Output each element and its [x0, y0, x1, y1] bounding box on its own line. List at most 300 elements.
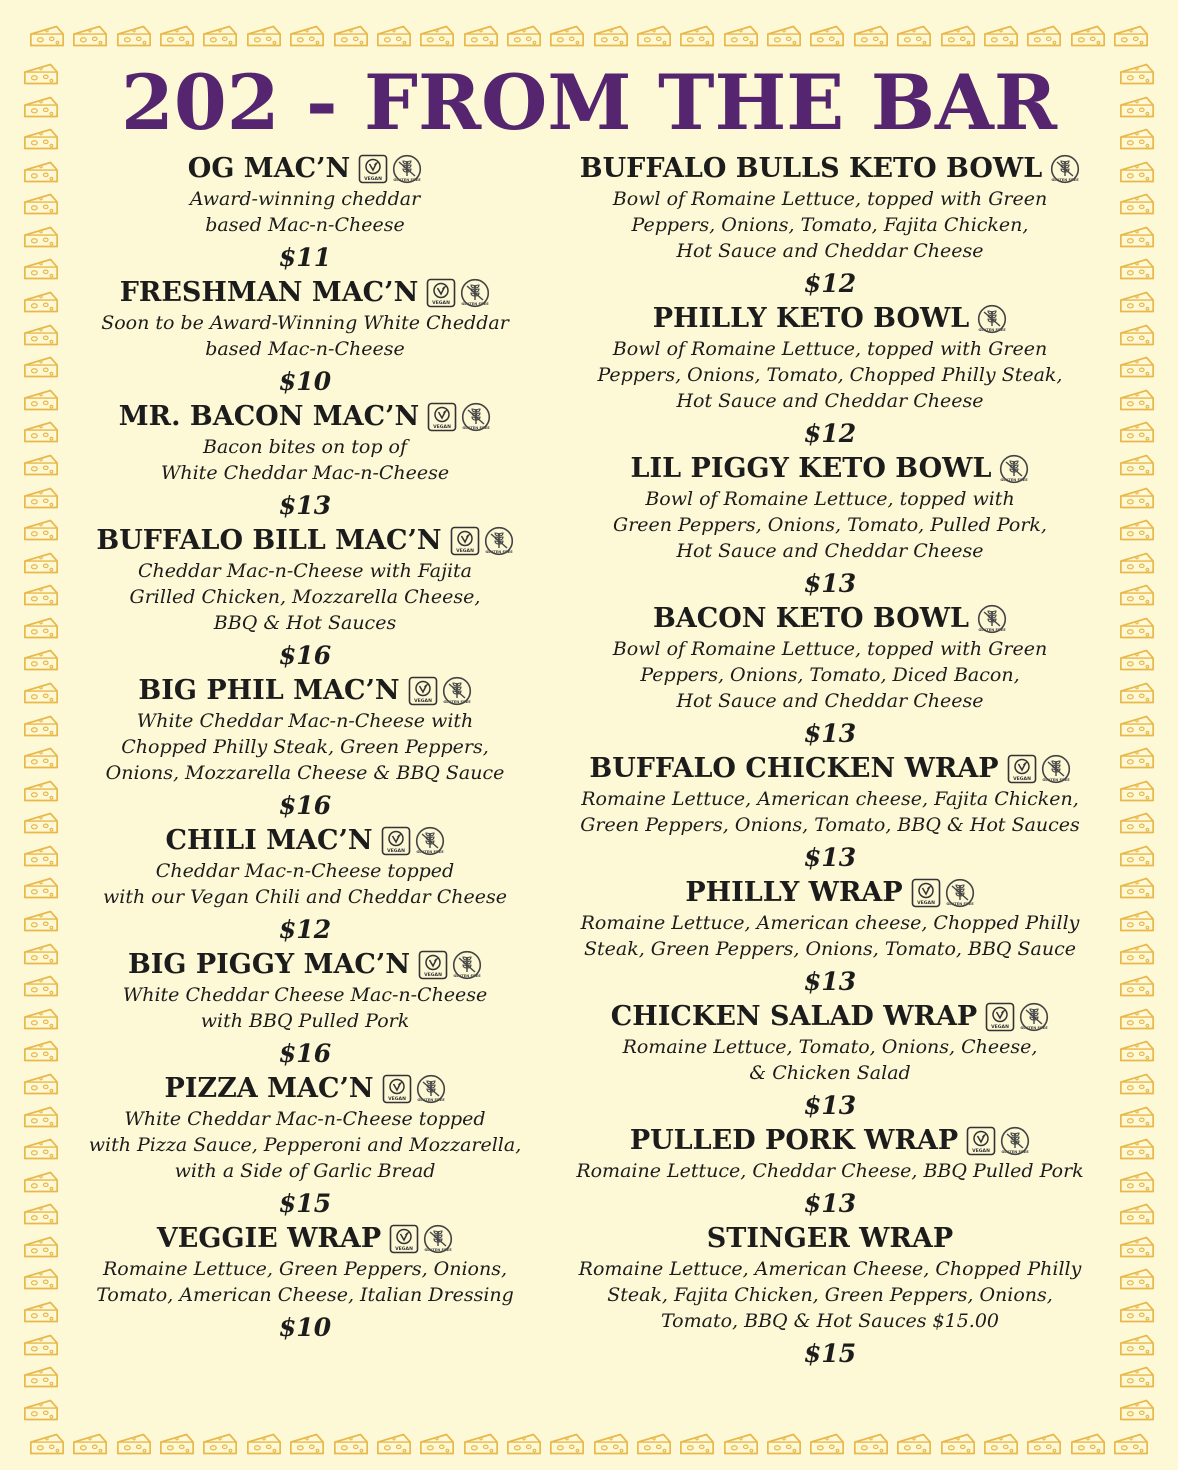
dietary-badges — [1007, 754, 1071, 784]
menu-item-name-row — [570, 602, 1090, 636]
gluten-free-badge-text: GLUTEN FREE — [1020, 1026, 1048, 1030]
menu-item-price: $16 — [278, 641, 332, 670]
menu-item-price: $13 — [803, 967, 857, 996]
cheese-wedge-icon — [22, 940, 60, 968]
cheese-wedge-icon — [375, 1430, 413, 1458]
cheese-wedge-icon — [1025, 22, 1063, 50]
menu-item-price: $13 — [803, 569, 857, 598]
vegan-badge-text: VEGAN — [991, 1025, 1010, 1030]
cheese-wedge-icon — [1118, 516, 1156, 544]
menu-item — [80, 1222, 530, 1346]
vegan-badge-text: VEGAN — [364, 177, 383, 182]
cheese-wedge-icon — [22, 386, 60, 414]
vegan-badge-icon — [358, 154, 388, 184]
cheese-wedge-icon — [1118, 744, 1156, 772]
cheese-wedge-icon — [1118, 646, 1156, 674]
menu-item-name-row — [570, 452, 1090, 486]
cheese-wedge-icon — [22, 1103, 60, 1131]
menu-item-name: MR. BACON MAC’N — [118, 401, 420, 432]
cheese-wedge-icon — [22, 1233, 60, 1261]
cheese-wedge-icon — [158, 1430, 196, 1458]
gluten-free-badge-text: GLUTEN FREE — [415, 850, 444, 854]
cheese-wedge-icon — [1112, 1430, 1150, 1458]
cheese-wedge-icon — [982, 1430, 1020, 1458]
cheese-wedge-icon — [1118, 842, 1156, 870]
cheese-wedge-icon — [1118, 1331, 1156, 1359]
menu-item-description: White Cheddar Mac-n-Cheese with Chopped Philly Steak, Green Peppers, Onions, Mozzarella Cheese & BBQ Sauce — [105, 710, 505, 784]
cheese-wedge-icon — [1118, 972, 1156, 1000]
menu-item — [570, 876, 1090, 1000]
cheese-wedge-icon — [22, 1363, 60, 1391]
menu-item — [570, 152, 1090, 302]
menu-item — [570, 1124, 1090, 1222]
menu-item — [80, 948, 530, 1072]
cheese-wedge-icon — [1118, 1037, 1156, 1065]
cheese-wedge-icon — [22, 842, 60, 870]
cheese-wedge-icon — [722, 1430, 760, 1458]
cheese-wedge-icon — [71, 22, 109, 50]
dietary-badges — [977, 304, 1007, 334]
gluten-free-badge-icon — [392, 154, 422, 184]
menu-item-name: PIZZA MAC’N — [164, 1073, 374, 1104]
cheese-wedge-icon — [22, 1200, 60, 1228]
vegan-badge-icon — [408, 676, 438, 706]
vegan-badge-text: VEGAN — [433, 425, 452, 430]
cheese-wedge-icon — [22, 712, 60, 740]
dietary-badges — [450, 526, 514, 556]
gluten-free-badge-text: GLUTEN FREE — [978, 328, 1006, 332]
cheese-wedge-icon — [1118, 190, 1156, 218]
menu-item-name: PHILLY KETO BOWL — [652, 303, 970, 334]
cheese-wedge-icon — [22, 1331, 60, 1359]
menu-item-description: Cheddar Mac-n-Cheese with Fajita Grilled Chicken, Mozzarella Cheese, BBQ & Hot Sauces — [129, 560, 481, 634]
cheese-wedge-icon — [22, 874, 60, 902]
vegan-badge-text: VEGAN — [972, 1149, 991, 1154]
gluten-free-badge-text: GLUTEN FREE — [946, 902, 974, 906]
cheese-wedge-icon — [1118, 1233, 1156, 1261]
cheese-wedge-icon — [22, 255, 60, 283]
menu-item-description: Bowl of Romaine Lettuce, topped with Green Peppers, Onions, Tomato, Fajita Chicken, Hot Sauce and Cheddar Cheese — [612, 188, 1048, 262]
cheese-wedge-icon — [375, 22, 413, 50]
menu-item-name: FRESHMAN MAC’N — [119, 277, 419, 308]
cheese-wedge-icon — [115, 22, 153, 50]
dietary-badges — [389, 1224, 453, 1254]
cheese-wedge-icon — [505, 22, 543, 50]
gluten-free-badge-icon — [977, 304, 1007, 334]
vegan-badge-text: VEGAN — [386, 849, 405, 854]
cheese-wedge-icon — [1118, 288, 1156, 316]
menu-item-price: $10 — [278, 367, 332, 396]
menu-item — [570, 1222, 1090, 1372]
cheese-wedge-icon — [1118, 1200, 1156, 1228]
cheese-wedge-icon — [22, 321, 60, 349]
cheese-border-right — [1118, 60, 1156, 1424]
cheese-wedge-icon — [22, 1298, 60, 1326]
menu-item-name-row — [570, 1222, 1090, 1256]
menu-item-description: Cheddar Mac-n-Cheese topped with our Vegan Chili and Cheddar Cheese — [103, 860, 507, 908]
cheese-wedge-icon — [852, 1430, 890, 1458]
menu-item-name: BIG PHIL MAC’N — [138, 675, 400, 706]
cheese-wedge-icon — [22, 1037, 60, 1065]
menu-item-name: OG MAC’N — [187, 153, 351, 184]
cheese-wedge-icon — [1118, 1168, 1156, 1196]
menu-item-name-row — [570, 752, 1090, 786]
cheese-wedge-icon — [22, 1135, 60, 1163]
cheese-wedge-icon — [22, 972, 60, 1000]
cheese-wedge-icon — [1118, 418, 1156, 446]
cheese-wedge-icon — [332, 22, 370, 50]
cheese-wedge-icon — [22, 549, 60, 577]
menu-item-description: Award-winning cheddar based Mac-n-Cheese — [189, 188, 421, 236]
cheese-wedge-icon — [22, 1168, 60, 1196]
cheese-wedge-icon — [765, 22, 803, 50]
menu-item-description: White Cheddar Mac-n-Cheese topped with Pizza Sauce, Pepperoni and Mozzarella, with a Side of Garlic Bread — [88, 1108, 522, 1182]
cheese-wedge-icon — [28, 1430, 66, 1458]
cheese-wedge-icon — [22, 777, 60, 805]
menu-item-name-row — [80, 824, 530, 858]
cheese-wedge-icon — [1118, 940, 1156, 968]
vegan-badge-text: VEGAN — [916, 901, 935, 906]
menu-item-name-row — [80, 400, 530, 434]
vegan-badge-icon — [382, 1074, 412, 1104]
cheese-wedge-icon — [462, 1430, 500, 1458]
cheese-wedge-icon — [722, 22, 760, 50]
gluten-free-badge-icon — [460, 278, 490, 308]
cheese-wedge-icon — [1025, 1430, 1063, 1458]
cheese-border-left — [22, 60, 60, 1424]
cheese-wedge-icon — [982, 22, 1020, 50]
cheese-border-bottom — [28, 1430, 1150, 1458]
gluten-free-badge-icon — [1050, 154, 1080, 184]
cheese-wedge-icon — [22, 516, 60, 544]
menu-item-description: Romaine Lettuce, American Cheese, Chopped Philly Steak, Fajita Chicken, Green Peppers, Onions, Tomato, BBQ & Hot Sauces $15.00 — [578, 1258, 1082, 1332]
vegan-badge-text: VEGAN — [455, 549, 474, 554]
menu-item-description: Bowl of Romaine Lettuce, topped with Green Peppers, Onions, Tomato, Pulled Pork, Hot Sauce and Cheddar Cheese — [613, 488, 1047, 562]
cheese-wedge-icon — [1118, 223, 1156, 251]
cheese-wedge-icon — [808, 1430, 846, 1458]
cheese-wedge-icon — [1118, 809, 1156, 837]
dietary-badges — [426, 278, 490, 308]
cheese-wedge-icon — [895, 1430, 933, 1458]
menu-item — [80, 400, 530, 524]
menu-item-description: Romaine Lettuce, American cheese, Fajita Chicken, Green Peppers, Onions, Tomato, BBQ & Hot Sauces — [580, 788, 1080, 836]
menu-item-description: Romaine Lettuce, Tomato, Onions, Cheese, & Chicken Salad — [622, 1036, 1038, 1084]
cheese-wedge-icon — [22, 646, 60, 674]
cheese-wedge-icon — [22, 484, 60, 512]
menu-item-name: PULLED PORK WRAP — [629, 1125, 959, 1156]
cheese-wedge-icon — [635, 22, 673, 50]
menu-item — [80, 276, 530, 400]
cheese-wedge-icon — [1118, 712, 1156, 740]
cheese-wedge-icon — [22, 190, 60, 218]
cheese-wedge-icon — [288, 22, 326, 50]
menu-item-name: BACON KETO BOWL — [652, 603, 970, 634]
vegan-badge-text: VEGAN — [424, 973, 442, 978]
menu-item-price: $11 — [278, 243, 332, 272]
gluten-free-badge-text: GLUTEN FREE — [461, 302, 489, 306]
menu-item-name: BUFFALO BULLS KETO BOWL — [579, 153, 1043, 184]
vegan-badge-icon — [426, 278, 456, 308]
menu-item-name: PHILLY WRAP — [685, 877, 903, 908]
menu-item — [80, 152, 530, 276]
menu-item-price: $12 — [278, 915, 332, 944]
cheese-wedge-icon — [1118, 1070, 1156, 1098]
cheese-wedge-icon — [852, 22, 890, 50]
menu-item-description: White Cheddar Cheese Mac-n-Cheese with BBQ Pulled Pork — [122, 984, 488, 1032]
menu-item-description: Bowl of Romaine Lettuce, topped with Green Peppers, Onions, Tomato, Diced Bacon, Hot Sauce and Cheddar Cheese — [612, 638, 1048, 712]
menu-item-description: Bowl of Romaine Lettuce, topped with Green Peppers, Onions, Tomato, Chopped Philly Steak, Hot Sauce and Cheddar Cheese — [597, 338, 1063, 412]
cheese-wedge-icon — [1118, 1396, 1156, 1424]
menu-item-name-row — [570, 1124, 1090, 1158]
cheese-wedge-icon — [71, 1430, 109, 1458]
menu-item-name-row — [570, 1000, 1090, 1034]
cheese-wedge-icon — [592, 1430, 630, 1458]
cheese-wedge-icon — [22, 418, 60, 446]
gluten-free-badge-icon — [416, 1074, 446, 1104]
menu-item-name: BUFFALO BILL MAC’N — [96, 525, 442, 556]
cheese-wedge-icon — [22, 581, 60, 609]
menu-item — [570, 752, 1090, 876]
cheese-wedge-icon — [1118, 353, 1156, 381]
cheese-wedge-icon — [418, 1430, 456, 1458]
menu-item-name: CHILI MAC’N — [165, 825, 373, 856]
menu-item-description: Romaine Lettuce, Green Peppers, Onions, Tomato, American Cheese, Italian Dressing — [96, 1258, 514, 1306]
cheese-wedge-icon — [418, 22, 456, 50]
cheese-wedge-icon — [939, 1430, 977, 1458]
menu-item — [80, 1072, 530, 1222]
menu-item — [80, 824, 530, 948]
cheese-wedge-icon — [28, 22, 66, 50]
menu-column-right — [570, 152, 1090, 1372]
menu-item-price: $13 — [803, 1091, 857, 1120]
cheese-wedge-icon — [1118, 321, 1156, 349]
menu-item-price: $13 — [803, 719, 857, 748]
gluten-free-badge-text: GLUTEN FREE — [1051, 178, 1079, 182]
menu-item-price: $12 — [803, 419, 857, 448]
gluten-free-badge-text: GLUTEN FREE — [978, 628, 1006, 632]
gluten-free-badge-icon — [945, 878, 975, 908]
vegan-badge-icon — [418, 950, 448, 980]
cheese-wedge-icon — [332, 1430, 370, 1458]
gluten-free-badge-text: GLUTEN FREE — [393, 178, 421, 182]
dietary-badges — [985, 1002, 1049, 1032]
cheese-wedge-icon — [288, 1430, 326, 1458]
cheese-wedge-icon — [678, 22, 716, 50]
cheese-wedge-icon — [1118, 581, 1156, 609]
cheese-wedge-icon — [1118, 1265, 1156, 1293]
cheese-wedge-icon — [22, 1005, 60, 1033]
cheese-wedge-icon — [22, 1070, 60, 1098]
menu-item-price: $12 — [803, 269, 857, 298]
cheese-wedge-icon — [1118, 549, 1156, 577]
vegan-badge-text: VEGAN — [1012, 777, 1031, 782]
menu-item-description: Bacon bites on top of White Cheddar Mac-n-Cheese — [160, 436, 450, 484]
cheese-wedge-icon — [22, 1265, 60, 1293]
cheese-wedge-icon — [201, 1430, 239, 1458]
cheese-wedge-icon — [505, 1430, 543, 1458]
menu-item-name: CHICKEN SALAD WRAP — [610, 1001, 978, 1032]
cheese-wedge-icon — [548, 1430, 586, 1458]
menu-item-price: $16 — [278, 1039, 332, 1068]
vegan-badge-icon — [1007, 754, 1037, 784]
gluten-free-badge-text: GLUTEN FREE — [453, 974, 481, 978]
cheese-wedge-icon — [548, 22, 586, 50]
menu-item-name: BUFFALO CHICKEN WRAP — [589, 753, 999, 784]
cheese-wedge-icon — [1118, 907, 1156, 935]
vegan-badge-icon — [450, 526, 480, 556]
dietary-badges — [358, 154, 422, 184]
cheese-wedge-icon — [22, 907, 60, 935]
gluten-free-badge-text: GLUTEN FREE — [416, 1098, 445, 1102]
cheese-wedge-icon — [1118, 158, 1156, 186]
gluten-free-badge-icon — [423, 1224, 453, 1254]
vegan-badge-text: VEGAN — [387, 1097, 406, 1102]
menu-item — [80, 524, 530, 674]
cheese-wedge-icon — [1118, 1103, 1156, 1131]
cheese-wedge-icon — [1118, 1135, 1156, 1163]
vegan-badge-icon — [427, 402, 457, 432]
gluten-free-badge-icon — [1019, 1002, 1049, 1032]
cheese-wedge-icon — [1118, 777, 1156, 805]
cheese-wedge-icon — [1069, 1430, 1107, 1458]
menu-item-price: $13 — [278, 491, 332, 520]
cheese-border-top — [28, 22, 1150, 50]
cheese-wedge-icon — [22, 614, 60, 642]
cheese-wedge-icon — [1118, 1005, 1156, 1033]
gluten-free-badge-icon — [484, 526, 514, 556]
cheese-wedge-icon — [158, 22, 196, 50]
gluten-free-badge-icon — [1000, 1126, 1030, 1156]
cheese-wedge-icon — [22, 158, 60, 186]
cheese-wedge-icon — [22, 744, 60, 772]
vegan-badge-text: VEGAN — [395, 1247, 414, 1252]
menu-item-name-row — [570, 152, 1090, 186]
menu-item-description: Soon to be Award-Winning White Cheddar based Mac-n-Cheese — [101, 312, 509, 360]
menu-item-price: $13 — [803, 1189, 857, 1218]
cheese-wedge-icon — [115, 1430, 153, 1458]
menu-item-name-row — [570, 302, 1090, 336]
menu-item-name-row — [570, 876, 1090, 910]
menu-item-price: $10 — [278, 1313, 332, 1342]
dietary-badges — [427, 402, 491, 432]
menu-item-name: VEGGIE WRAP — [156, 1223, 382, 1254]
cheese-wedge-icon — [1118, 1298, 1156, 1326]
dietary-badges — [1050, 154, 1080, 184]
gluten-free-badge-text: GLUTEN FREE — [1041, 778, 1070, 782]
cheese-wedge-icon — [939, 22, 977, 50]
cheese-wedge-icon — [22, 1396, 60, 1424]
gluten-free-badge-icon — [442, 676, 472, 706]
menu-item-price: $15 — [803, 1339, 857, 1368]
cheese-wedge-icon — [201, 22, 239, 50]
gluten-free-badge-text: GLUTEN FREE — [484, 550, 513, 554]
cheese-wedge-icon — [1118, 255, 1156, 283]
cheese-wedge-icon — [22, 809, 60, 837]
dietary-badges — [408, 676, 472, 706]
gluten-free-badge-text: GLUTEN FREE — [1001, 1150, 1029, 1154]
dietary-badges — [382, 1074, 446, 1104]
gluten-free-badge-text: GLUTEN FREE — [1000, 478, 1029, 482]
gluten-free-badge-icon — [999, 454, 1029, 484]
cheese-wedge-icon — [22, 288, 60, 316]
menu-item-description: Romaine Lettuce, Cheddar Cheese, BBQ Pulled Pork — [576, 1160, 1084, 1182]
menu-column-left — [80, 152, 530, 1346]
gluten-free-badge-icon — [415, 826, 445, 856]
cheese-wedge-icon — [765, 1430, 803, 1458]
cheese-wedge-icon — [678, 1430, 716, 1458]
dietary-badges — [911, 878, 975, 908]
menu-item-name-row — [80, 1072, 530, 1106]
cheese-wedge-icon — [808, 22, 846, 50]
page-title: 202 - FROM THE BAR — [120, 58, 1058, 147]
menu-item-name: BIG PIGGY MAC’N — [127, 949, 411, 980]
gluten-free-badge-text: GLUTEN FREE — [442, 700, 471, 704]
vegan-badge-text: VEGAN — [432, 301, 451, 306]
cheese-wedge-icon — [245, 1430, 283, 1458]
menu-item-description: Romaine Lettuce, American cheese, Chopped Philly Steak, Green Peppers, Onions, Tomato, BBQ Sauce — [580, 912, 1080, 960]
gluten-free-badge-text: GLUTEN FREE — [462, 426, 490, 430]
dietary-badges — [418, 950, 482, 980]
cheese-wedge-icon — [462, 22, 500, 50]
cheese-wedge-icon — [1118, 1363, 1156, 1391]
gluten-free-badge-icon — [977, 604, 1007, 634]
cheese-wedge-icon — [1118, 484, 1156, 512]
menu-item-name-row — [80, 674, 530, 708]
menu-item — [80, 674, 530, 824]
cheese-wedge-icon — [635, 1430, 673, 1458]
menu-item — [570, 602, 1090, 752]
menu-item-name: LIL PIGGY KETO BOWL — [630, 453, 992, 484]
vegan-badge-icon — [966, 1126, 996, 1156]
cheese-wedge-icon — [1112, 22, 1150, 50]
gluten-free-badge-text: GLUTEN FREE — [424, 1248, 452, 1252]
dietary-badges — [381, 826, 445, 856]
cheese-wedge-icon — [1118, 386, 1156, 414]
vegan-badge-icon — [985, 1002, 1015, 1032]
menu-item-name-row — [80, 1222, 530, 1256]
cheese-wedge-icon — [22, 451, 60, 479]
dietary-badges — [966, 1126, 1030, 1156]
cheese-wedge-icon — [245, 22, 283, 50]
vegan-badge-icon — [389, 1224, 419, 1254]
cheese-wedge-icon — [592, 22, 630, 50]
cheese-wedge-icon — [1118, 874, 1156, 902]
menu-item — [570, 1000, 1090, 1124]
vegan-badge-text: VEGAN — [413, 699, 432, 704]
cheese-wedge-icon — [22, 353, 60, 381]
menu-item-price: $16 — [278, 791, 332, 820]
cheese-wedge-icon — [22, 679, 60, 707]
menu-item-price: $15 — [278, 1189, 332, 1218]
menu-item-name-row — [80, 276, 530, 310]
menu-item-price: $13 — [803, 843, 857, 872]
menu-item-name-row — [80, 152, 530, 186]
cheese-wedge-icon — [1118, 451, 1156, 479]
gluten-free-badge-icon — [461, 402, 491, 432]
cheese-wedge-icon — [1069, 22, 1107, 50]
cheese-wedge-icon — [22, 223, 60, 251]
vegan-badge-icon — [381, 826, 411, 856]
gluten-free-badge-icon — [452, 950, 482, 980]
dietary-badges — [999, 454, 1029, 484]
vegan-badge-icon — [911, 878, 941, 908]
cheese-wedge-icon — [1118, 679, 1156, 707]
menu-item — [570, 302, 1090, 452]
menu-item-name-row — [80, 948, 530, 982]
cheese-wedge-icon — [895, 22, 933, 50]
menu-item-name-row — [80, 524, 530, 558]
cheese-wedge-icon — [1118, 614, 1156, 642]
